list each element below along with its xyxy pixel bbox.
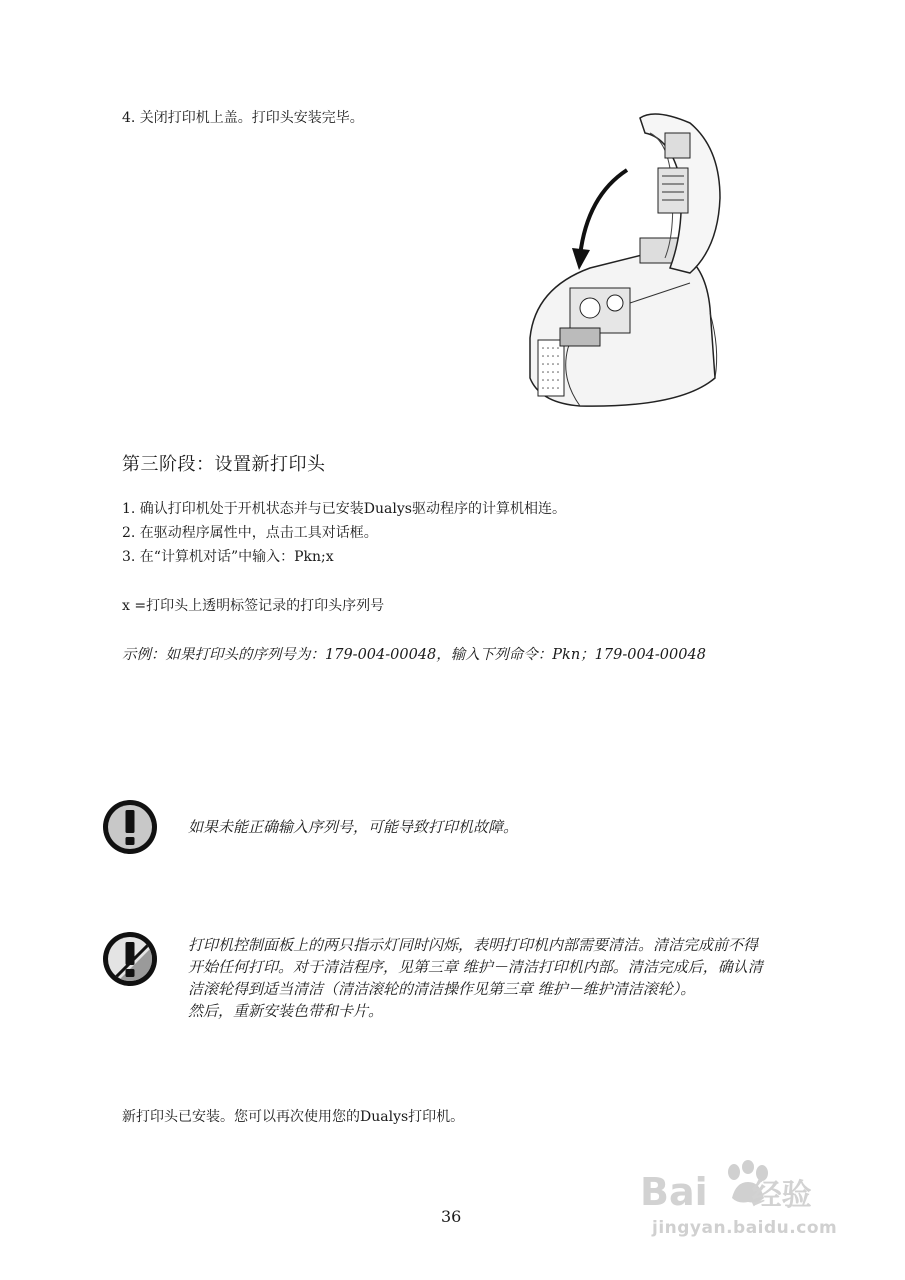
example-text: 示例：如果打印头的序列号为：179-004-00048，输入下列命令：Pkn；179-004-00048 bbox=[122, 647, 706, 663]
page-number: 36 bbox=[441, 1207, 462, 1226]
caution-line: 然后，重新安装色带和卡片。 bbox=[188, 1002, 384, 1020]
watermark-url: jingyan.baidu.com bbox=[652, 1218, 838, 1238]
exclamation-warning-icon bbox=[101, 798, 159, 856]
watermark bbox=[640, 1160, 880, 1250]
caution-line: 打印机控制面板上的两只指示灯同时闪烁，表明打印机内部需要清洁。清洁完成前不得 bbox=[188, 936, 759, 954]
final-note: 新打印头已安装。您可以再次使用您的Dualys打印机。 bbox=[122, 1109, 465, 1125]
step-4: 4. 关闭打印机上盖。打印头安装完毕。 bbox=[122, 110, 364, 126]
list-item: 1. 确认打印机处于开机状态并与已安装Dualys驱动程序的计算机相连。 bbox=[122, 501, 566, 517]
section-title: 第三阶段：设置新打印头 bbox=[122, 454, 326, 475]
warning-text: 如果未能正确输入序列号，可能导致打印机故障。 bbox=[188, 818, 519, 836]
list-item: 3. 在“计算机对话”中输入：Pkn;x bbox=[122, 549, 334, 565]
x-definition: x =打印头上透明标签记录的打印头序列号 bbox=[122, 598, 385, 614]
list-item: 2. 在驱动程序属性中，点击工具对话框。 bbox=[122, 525, 378, 541]
watermark-suffix: 经验 bbox=[751, 1178, 812, 1213]
printer-illustration bbox=[520, 108, 742, 408]
caution-text-block bbox=[188, 934, 763, 1022]
watermark-brand: Bai bbox=[640, 1170, 708, 1214]
caution-line: 洁滚轮得到适当清洁（清洁滚轮的清洁操作见第三章 维护－维护清洁滚轮）。 bbox=[188, 980, 696, 998]
exclamation-caution-striped-icon bbox=[101, 930, 159, 988]
curved-close-arrow-icon bbox=[572, 166, 632, 276]
caution-line: 开始任何打印。对于清洁程序，见第三章 维护－清洁打印机内部。清洁完成后，确认清 bbox=[188, 958, 763, 976]
